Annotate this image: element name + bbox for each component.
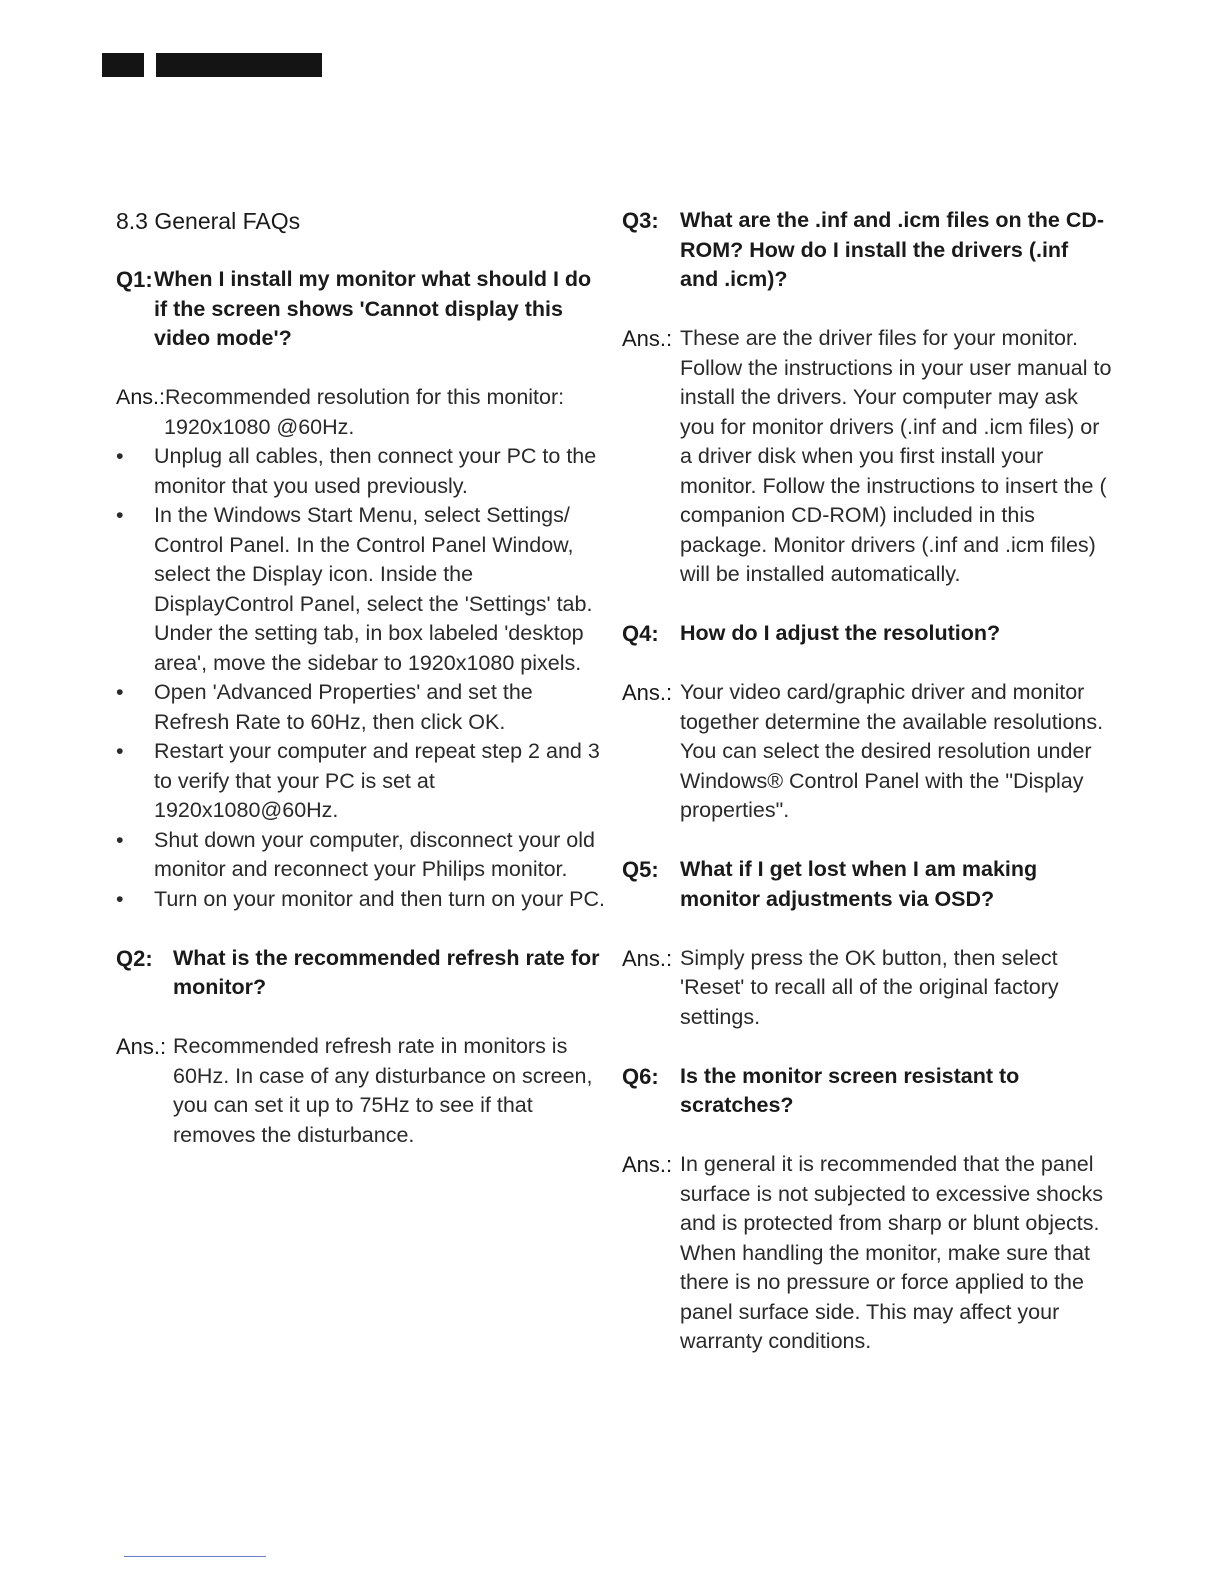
- q1-answer-resolution: 1920x1080 @60Hz.: [164, 414, 355, 439]
- q5-question: What if I get lost when I am making monitor adjustments via OSD?: [680, 857, 1038, 911]
- list-item: • Open 'Advanced Properties' and set the Refresh Rate to 60Hz, then click OK.: [116, 678, 606, 737]
- header-bar-large: [156, 53, 322, 77]
- q4-answer-block: [622, 678, 1112, 826]
- footer-rule: [124, 1556, 266, 1557]
- q2-answer: Recommended refresh rate in monitors is 60Hz. In case of any disturbance on screen, you can set it up to 75Hz to see if that removes the disturbance.: [173, 1034, 593, 1147]
- q5-question-block: [622, 855, 1112, 914]
- q2-question-block: [116, 944, 606, 1003]
- q3-question: What are the .inf and .icm files on the CD-ROM? How do I install the drivers (.inf and .icm)?: [680, 208, 1105, 291]
- list-item: • Unplug all cables, then connect your PC to the monitor that you used previously.: [116, 442, 606, 501]
- q3-label: Q3:: [622, 208, 659, 233]
- q2-answer-label: Ans.:: [116, 1034, 167, 1059]
- q4-answer: Your video card/graphic driver and monitor together determine the available resolutions. You can select the desired resolution under Windows® Control Panel with the "Display properties".: [680, 680, 1104, 822]
- q3-answer: These are the driver files for your monitor. Follow the instructions in your user manual to install the drivers. Your computer may ask you for monitor drivers (.inf and .icm files) or a driver disk when you first install your monitor. Follow the instructions to insert the ( companion CD-ROM) included in this package. Monitor drivers (.inf and .icm files) will be installed automatically.: [680, 326, 1112, 586]
- q6-question: Is the monitor screen resistant to scratches?: [680, 1063, 1020, 1117]
- q5-label: Q5:: [622, 857, 659, 882]
- q5-answer-block: [622, 944, 1112, 1033]
- q5-answer: Simply press the OK button, then select 'Reset' to recall all of the original factory settings.: [680, 945, 1059, 1029]
- q1-answer-intro: Recommended resolution for this monitor:: [165, 385, 565, 409]
- q2-answer-block: [116, 1032, 606, 1150]
- q2-question: What is the recommended refresh rate for monitor?: [173, 945, 600, 999]
- q4-label: Q4:: [622, 621, 659, 646]
- q4-answer-label: Ans.:: [622, 680, 673, 705]
- q6-question-block: [622, 1062, 1112, 1121]
- q5-answer-label: Ans.:: [622, 945, 673, 971]
- q1-label: Q1:: [116, 267, 153, 292]
- q1-answer-block: [116, 383, 606, 914]
- q6-answer-label: Ans.:: [622, 1152, 673, 1177]
- list-item: • Shut down your computer, disconnect your old monitor and reconnect your Philips monitor.: [116, 826, 606, 885]
- q3-answer-block: [622, 324, 1112, 590]
- header-bar-small: [102, 53, 144, 77]
- q3-answer-label: Ans.:: [622, 326, 673, 351]
- q3-question-block: [622, 206, 1112, 295]
- right-column: [622, 206, 1112, 1357]
- q4-question: How do I adjust the resolution?: [680, 621, 1001, 645]
- q1-bullet-list: [116, 442, 606, 914]
- list-item: • Restart your computer and repeat step 2 and 3 to verify that your PC is set at 1920x1080@60Hz.: [116, 737, 606, 826]
- q1-question: When I install my monitor what should I do if the screen shows 'Cannot display this video mode'?: [154, 267, 592, 350]
- q1-answer-label: Ans.:: [116, 385, 165, 409]
- q6-label: Q6:: [622, 1063, 659, 1089]
- q2-label: Q2:: [116, 945, 153, 971]
- q1-question-block: [116, 265, 606, 354]
- q4-question-block: [622, 619, 1112, 649]
- list-item: • Turn on your monitor and then turn on your PC.: [116, 885, 606, 915]
- q6-answer: In general it is recommended that the panel surface is not subjected to excessive shocks and is protected from sharp or blunt objects. When handling the monitor, make sure that there is no pressure or force applied to the panel surface side. This may affect your warranty conditions.: [680, 1152, 1104, 1353]
- list-item: • In the Windows Start Menu, select Settings/ Control Panel. In the Control Panel Window, select the Display icon. Inside the DisplayControl Panel, select the 'Settings' tab. Under the setting tab, in box labeled 'desktop area', move the sidebar to 1920x1080 pixels.: [116, 501, 606, 678]
- q6-answer-block: [622, 1150, 1112, 1357]
- section-title: 8.3 General FAQs: [116, 208, 301, 234]
- left-column: [116, 206, 606, 1150]
